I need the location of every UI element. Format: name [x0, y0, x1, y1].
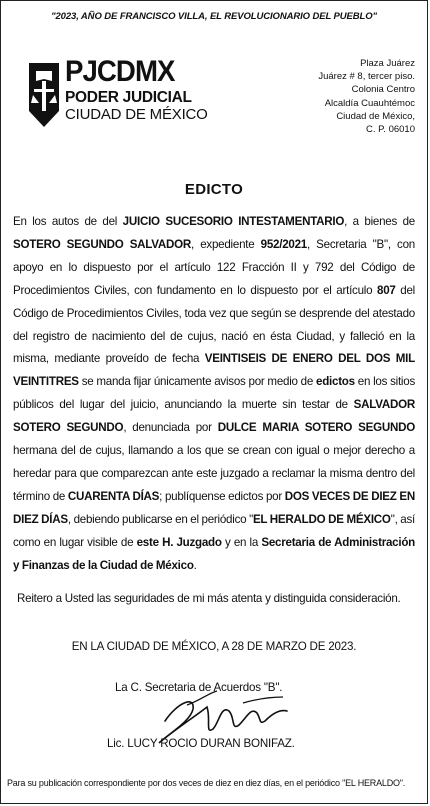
- pjcdmx-logo: [27, 55, 208, 129]
- body-text-run: en los sitios públicos del lugar del juicio, anunciando la muerte sin testar de: [13, 375, 415, 412]
- address-line: Plaza Juárez: [360, 58, 415, 69]
- body-emphasis: DOS VECES DE DIEZ EN DIEZ DÍAS: [13, 489, 416, 526]
- body-emphasis: 952/2021: [260, 237, 307, 251]
- body-emphasis: edictos: [316, 375, 355, 389]
- body-text-run: , expediente: [191, 237, 261, 251]
- body-emphasis: SALVADOR SOTERO SEGUNDO: [13, 398, 415, 435]
- closing-remark: Reitero a Usted las seguridades de mi más atenta y distinguida consideración.: [17, 592, 401, 605]
- publication-note: Para su publicación correspondiente por dos veces de diez en diez días, en el periódico "EL HERALDO".: [7, 778, 406, 788]
- body-text-run: , debiendo publicarse en el periódico ": [67, 512, 253, 526]
- court-address: [275, 57, 415, 136]
- body-emphasis: EL HERALDO DE MÉXICO: [252, 512, 391, 526]
- body-text-run: .: [193, 558, 197, 572]
- body-text-run: En los autos de del: [13, 215, 123, 228]
- body-emphasis: 807: [377, 283, 396, 297]
- body-text-run: , Secretaria "B", con apoyo en lo dispuesto por el artículo 122 Fracción II y 792 del Código de Procedimientos Civiles, con fundamento en lo dispuesto por el artículo: [13, 237, 415, 297]
- body-text-run: , denunciada por: [123, 421, 218, 435]
- body-emphasis: JUICIO SUCESORIO INTESTAMENTARIO: [122, 215, 345, 228]
- body-text-run: ; publíquense edictos por: [159, 489, 285, 503]
- body-emphasis: CUARENTA DÍAS: [67, 489, 160, 503]
- body-text-run: ", así como en lugar visible de: [13, 512, 415, 549]
- date-line: EN LA CIUDAD DE MÉXICO, A 28 DE MARZO DE 2023.: [71, 640, 357, 653]
- body-text-run: se manda fijar únicamente avisos por medio de: [78, 375, 316, 389]
- address-line: Alcaldía Cuauhtémoc: [324, 97, 415, 109]
- document-title: EDICTO: [184, 181, 244, 198]
- body-emphasis: SOTERO SEGUNDO SALVADOR: [13, 237, 192, 251]
- body-emphasis: Secretaria de Administración y Finanzas de la Ciudad de México: [13, 535, 415, 572]
- header-motto: "2023, AÑO DE FRANCISCO VILLA, EL REVOLUCIONARIO DEL PUEBLO": [51, 11, 377, 22]
- address-line: Colonia Centro: [351, 84, 415, 96]
- address-line: C. P. 06010: [366, 124, 415, 136]
- logo-institution-text: PODER JUDICIAL: [65, 89, 192, 106]
- body-text-run: hermana del de cujus, llamando a los que se crean con igual o mejor derecho a heredar para que comparezcan ante este juzgado a reclamar la misma dentro del término de: [13, 444, 415, 503]
- address-line: Juárez # 8, tercer piso.: [318, 71, 415, 83]
- logo-brand-text: PJCDMX: [65, 55, 175, 88]
- justice-emblem-icon: [27, 59, 61, 129]
- address-line: Ciudad de México,: [336, 110, 415, 122]
- body-text-run: , a bienes de: [344, 215, 415, 228]
- body-text-run: del Código de Procedimientos Civiles, toda vez que según se desprende del atestado del registro de nacimiento del de cujus, nació en ésta Ciudad, y falleció en la misma, mediante proveído de fecha: [13, 283, 415, 366]
- body-emphasis: este H. Juzgado: [136, 535, 222, 549]
- body-emphasis: VEINTISEIS DE ENERO DEL DOS MIL VEINTITRES: [13, 352, 415, 389]
- edict-body: [13, 211, 415, 578]
- body-emphasis: DULCE MARIA SOTERO SEGUNDO: [217, 421, 416, 435]
- secretary-name: Lic. LUCY ROCIO DURAN BONIFAZ.: [107, 737, 295, 750]
- secretary-title: La C. Secretaria de Acuerdos "B".: [115, 681, 283, 694]
- logo-city-text: CIUDAD DE MÉXICO: [65, 106, 208, 123]
- body-text-run: y en la: [221, 535, 262, 549]
